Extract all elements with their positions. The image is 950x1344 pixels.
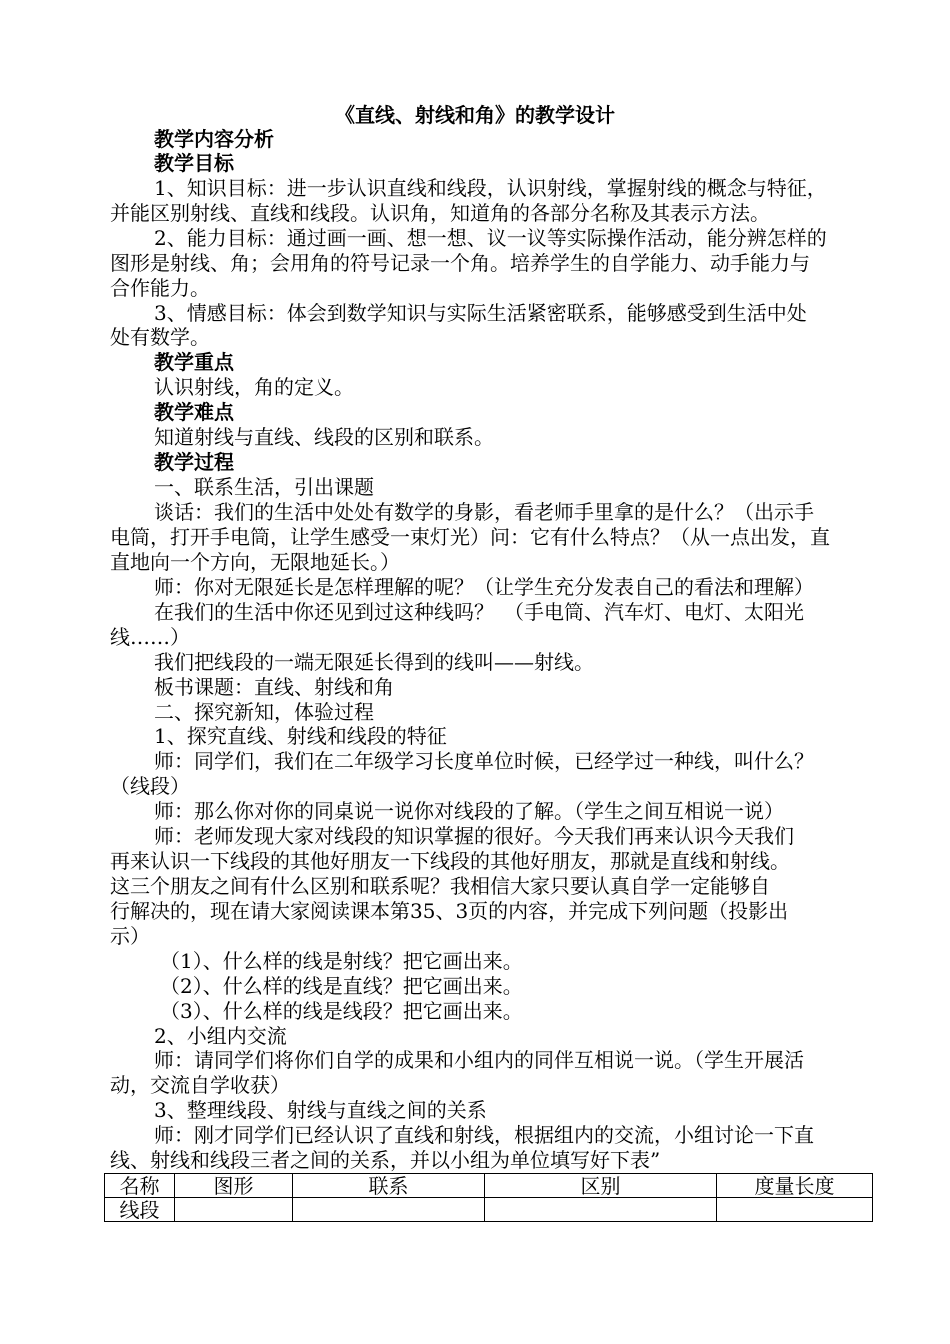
paragraph-line: 2、能力目标：通过画一画、想一想、议一议等实际操作活动，能分辨怎样的	[154, 226, 827, 250]
table-cell	[717, 1198, 873, 1222]
question-item: （2）、什么样的线是直线？把它画出来。	[160, 974, 523, 998]
heading-difficulties: 教学难点	[154, 400, 234, 424]
paragraph-line: 图形是射线、角；会用角的符号记录一个角。培养学生的自学能力、动手能力与	[110, 251, 810, 275]
subsection-heading: 3、整理线段、射线与直线之间的关系	[154, 1098, 487, 1122]
comparison-table	[104, 1173, 873, 1222]
paragraph-line: 处有数学。	[110, 325, 210, 349]
header-cell-difference: 区别	[485, 1174, 717, 1198]
subsection-heading: 2、小组内交流	[154, 1024, 287, 1048]
paragraph-line: 师：同学们，我们在二年级学习长度单位时候，已经学过一种线，叫什么？	[154, 749, 814, 773]
header-cell-figure: 图形	[175, 1174, 293, 1198]
paragraph-line: 直地向一个方向，无限地延长。）	[110, 550, 400, 574]
paragraph-line: 认识射线，角的定义。	[154, 375, 354, 399]
paragraph-line: 谈话：我们的生活中处处有数学的身影，看老师手里拿的是什么？（出示手	[154, 500, 814, 524]
heading-content-analysis: 教学内容分析	[154, 127, 274, 151]
subsection-heading: 1、探究直线、射线和线段的特征	[154, 724, 447, 748]
paragraph-line: 动，交流自学收获）	[110, 1073, 290, 1097]
paragraph-line: 师：请同学们将你们自学的成果和小组内的同伴互相说一说。（学生开展活	[154, 1048, 804, 1072]
table-cell	[293, 1198, 485, 1222]
document-title: 《直线、射线和角》的教学设计	[335, 103, 615, 127]
paragraph-line: 师：老师发现大家对线段的知识掌握的很好。今天我们再来认识今天我们	[154, 824, 794, 848]
paragraph-line: 板书课题：直线、射线和角	[154, 675, 394, 699]
table-header-row	[105, 1174, 873, 1198]
paragraph-line: 3、情感目标：体会到数学知识与实际生活紧密联系，能够感受到生活中处	[154, 301, 807, 325]
paragraph-line: 这三个朋友之间有什么区别和联系呢？我相信大家只要认真自学一定能够自	[110, 874, 770, 898]
paragraph-line: 在我们的生活中你还见到过这种线吗？ （手电筒、汽车灯、电灯、太阳光	[154, 600, 804, 624]
paragraph-line: 师：刚才同学们已经认识了直线和射线，根据组内的交流，小组讨论一下直	[154, 1123, 814, 1147]
heading-key-points: 教学重点	[154, 350, 234, 374]
section-heading: 二、探究新知，体验过程	[154, 700, 374, 724]
heading-teaching-process: 教学过程	[154, 450, 234, 474]
paragraph-line: 再来认识一下线段的其他好朋友一下线段的其他好朋友，那就是直线和射线。	[110, 849, 790, 873]
paragraph-line: 电筒，打开手电筒，让学生感受一束灯光）问：它有什么特点？（从一点出发，直	[110, 525, 830, 549]
paragraph-line: 行解决的，现在请大家阅读课本第35、3页的内容，并完成下列问题（投影出	[110, 899, 789, 923]
paragraph-line: 知道射线与直线、线段的区别和联系。	[154, 425, 494, 449]
table-row	[105, 1198, 873, 1222]
table-cell	[485, 1198, 717, 1222]
paragraph-line: 1、知识目标：进一步认识直线和线段，认识射线，掌握射线的概念与特征，	[154, 176, 827, 200]
header-cell-name: 名称	[105, 1174, 175, 1198]
paragraph-line: 线、射线和线段三者之间的关系，并以小组为单位填写好下表”	[110, 1148, 661, 1172]
heading-teaching-goals: 教学目标	[154, 151, 234, 175]
table-cell	[175, 1198, 293, 1222]
paragraph-line: （线段）	[110, 774, 190, 798]
paragraph-line: 我们把线段的一端无限延长得到的线叫——射线。	[154, 650, 594, 674]
question-item: （1）、什么样的线是射线？把它画出来。	[160, 949, 523, 973]
header-cell-measure-length: 度量长度	[717, 1174, 873, 1198]
table-cell: 线段	[105, 1198, 175, 1222]
question-item: （3）、什么样的线是线段？把它画出来。	[160, 999, 523, 1023]
paragraph-line: 线……）	[110, 625, 190, 649]
paragraph-line: 师：那么你对你的同桌说一说你对线段的了解。（学生之间互相说一说）	[154, 799, 784, 823]
section-heading: 一、联系生活，引出课题	[154, 475, 374, 499]
header-cell-connection: 联系	[293, 1174, 485, 1198]
paragraph-line: 示）	[110, 924, 150, 948]
paragraph-line: 并能区别射线、直线和线段。认识角，知道角的各部分名称及其表示方法。	[110, 201, 770, 225]
paragraph-line: 师：你对无限延长是怎样理解的呢？（让学生充分发表自己的看法和理解）	[154, 575, 814, 599]
paragraph-line: 合作能力。	[110, 276, 210, 300]
